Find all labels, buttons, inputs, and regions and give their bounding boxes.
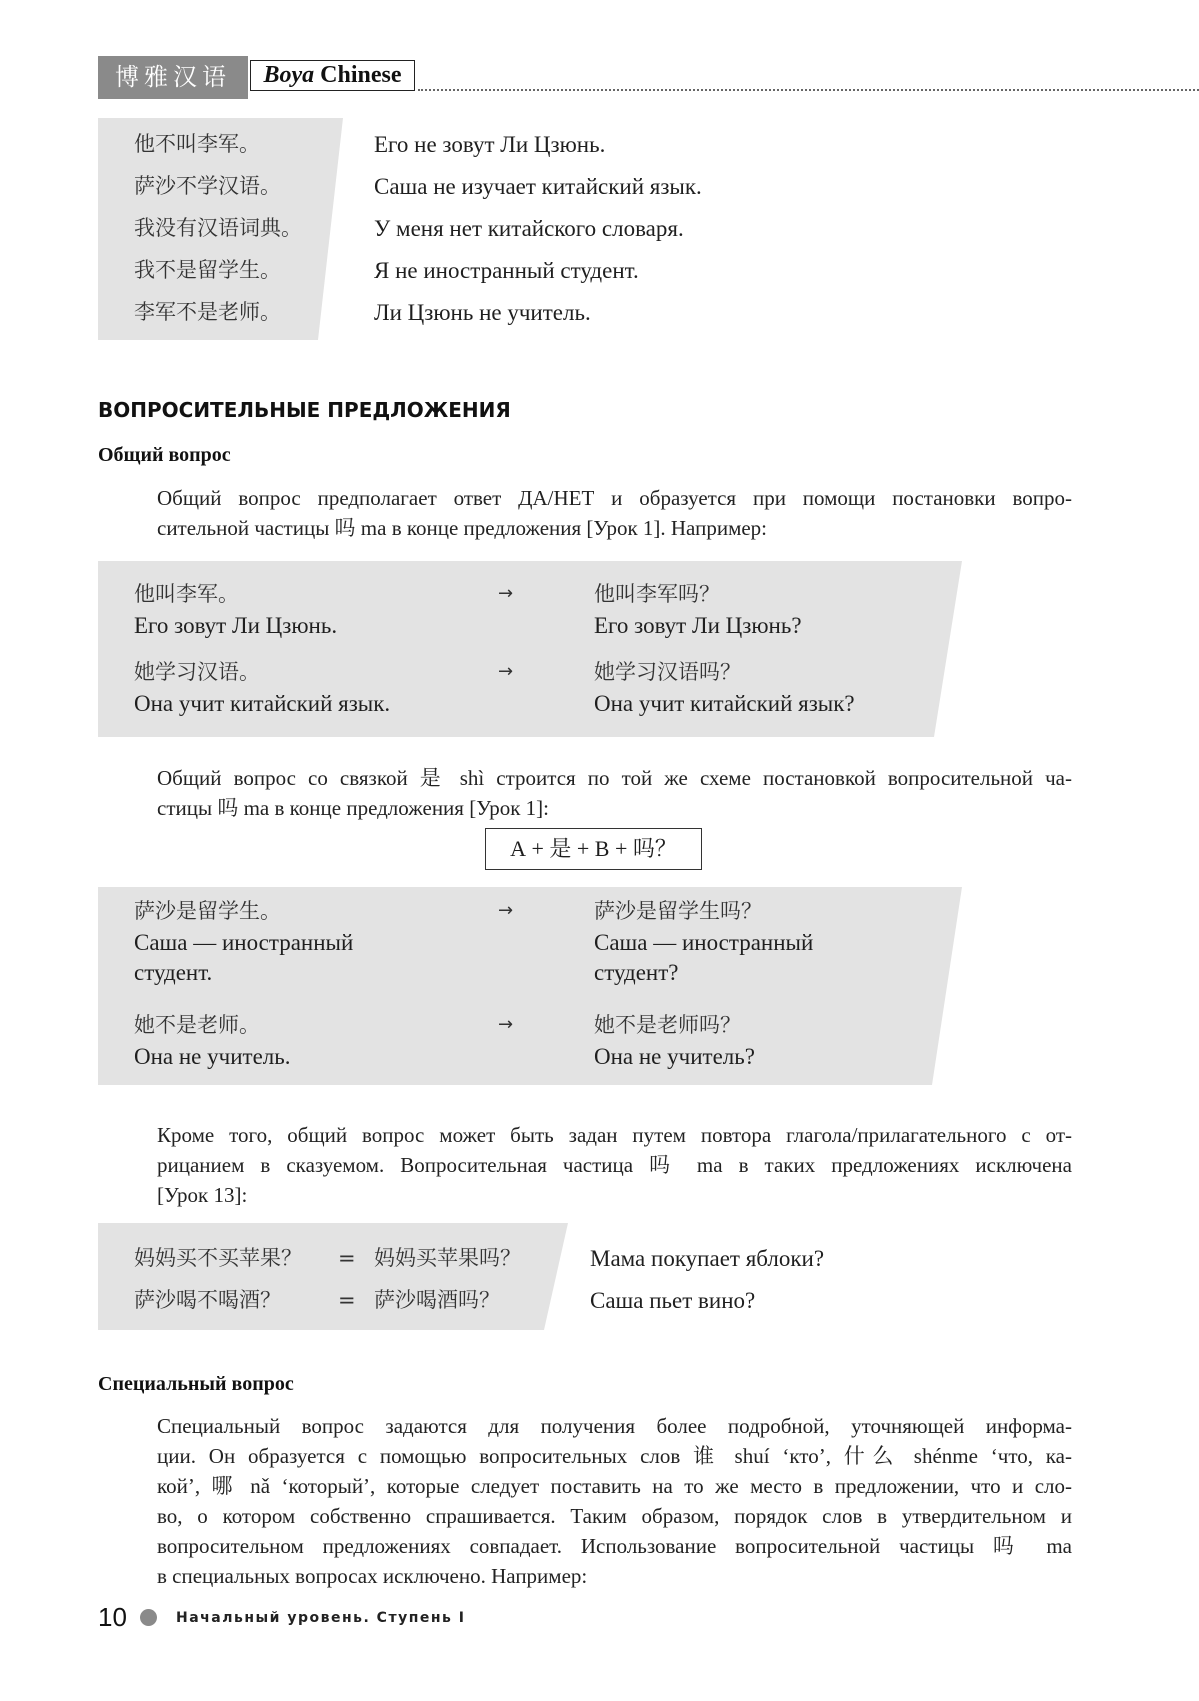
formula-box: А + 是 + В + 吗？ [485,828,702,870]
general-para3-line3: [Урок 13]: [157,1183,248,1207]
box1-row1-ru-b: Его зовут Ли Цзюнь? [594,613,802,638]
box2-row1-zh-b: 萨沙是留学生吗？ [594,899,762,923]
general-para2-line2: стицы 吗 ma в конце предложения [Урок 1]: [157,796,549,820]
box2-row2-zh-b: 她不是老师吗？ [594,1013,741,1037]
page-number: 10 [98,1602,127,1632]
box2-row1-ru-a2: студент. [134,960,213,985]
negation-zh-1: 他不叫李军。 [134,132,260,156]
general-para1-line2: сительной частицы 吗 ma в конце предложения [Урок 1]. Например: [157,516,768,540]
header-title-en-italic: Boya [263,62,315,88]
general-para3-line1: Кроме того, общий вопрос может быть задан путем повтора глагола/прилагательного с от- [157,1123,1072,1147]
special-line-4: во, о котором собственно спрашивается. Таким образом, порядок слов в утвердительном и [157,1504,1072,1528]
box3-row1-zh-a: 妈妈买不买苹果？ [134,1246,302,1270]
special-line-3: кой’, 哪 nǎ ‘который’, которые следует поставить на то же место в предложении, что и сло- [157,1474,1072,1498]
box1-row1-arrow: → [498,583,514,604]
negation-ru-1: Его не зовут Ли Цзюнь. [374,132,606,157]
box2-row1-ru-b2: студент? [594,960,679,985]
general-para3-line2: рицанием в сказуемом. Вопросительная частица 吗 ma в таких предложениях исключена [157,1153,1072,1177]
box3-row1-eq: = [338,1246,356,1270]
negation-ru-3: У меня нет китайского словаря. [374,216,684,241]
negation-zh-2: 萨沙不学汉语。 [134,174,281,198]
box2-row1-arrow: → [498,900,514,921]
negation-zh-5: 李军不是老师。 [134,300,281,324]
box3-row2-ru: Саша пьет вино? [590,1288,756,1313]
box3-row2-zh-b: 萨沙喝酒吗？ [374,1288,500,1312]
footer-bullet [140,1609,157,1626]
box2-row2-ru-a1: Она не учитель. [134,1044,291,1069]
special-question-title: Специальный вопрос [98,1373,294,1395]
box3-row1-ru: Мама покупает яблоки? [590,1246,825,1271]
box1-row2-zh-a: 她学习汉语。 [134,660,260,684]
special-line-5: вопросительном предложениях совпадает. Использование вопросительной частицы 吗 ma [157,1534,1072,1558]
header-title-en [250,60,415,91]
negation-zh-3: 我没有汉语词典。 [134,216,302,240]
box1-row2-arrow: → [498,661,514,682]
box2-row2-arrow: → [498,1014,514,1035]
box2-row2-zh-a: 她不是老师。 [134,1013,260,1037]
box1-row2-ru-a: Она учит китайский язык. [134,691,391,716]
general-question-title: Общий вопрос [98,444,231,466]
box2-row1-zh-a: 萨沙是留学生。 [134,899,281,923]
box1-row2-ru-b: Она учит китайский язык? [594,691,855,716]
section-title: ВОПРОСИТЕЛЬНЫЕ ПРЕДЛОЖЕНИЯ [98,398,511,422]
box1-row1-zh-b: 他叫李军吗？ [594,582,720,606]
special-line-1: Специальный вопрос задаются для получения более подробной, уточняющей информа- [157,1414,1072,1438]
header-title-en-rest: Chinese [320,62,402,88]
general-para2-line1: Общий вопрос со связкой 是 shì строится по той же схеме постановкой вопросительной ча- [157,766,1072,790]
negation-ru-4: Я не иностранный студент. [374,258,639,283]
box2-row1-ru-b1: Саша — иностранный [594,930,814,955]
box2-row2-ru-b1: Она не учитель? [594,1044,755,1069]
box2-row1-ru-a1: Саша — иностранный [134,930,354,955]
general-para1-line1: Общий вопрос предполагает ответ ДА/НЕТ и образуется при помощи постановки вопро- [157,486,1072,510]
footer-level-text: Начальный уровень. Ступень I [176,1610,466,1626]
negation-ru-5: Ли Цзюнь не учитель. [374,300,591,325]
box1-row2-zh-b: 她学习汉语吗？ [594,660,741,684]
negation-zh-4: 我不是留学生。 [134,258,281,282]
negation-ru-2: Саша не изучает китайский язык. [374,174,702,199]
box3-row2-zh-a: 萨沙喝不喝酒？ [134,1288,281,1312]
special-line-2: ции. Он образуется с помощью вопросительных слов 谁 shuí ‘кто’, 什么 shénme ‘что, ка- [157,1444,1072,1468]
header-dotted-rule [418,89,1199,91]
header-title-cn: 博雅汉语 [98,56,248,99]
special-line-6: в специальных вопросах исключено. Например: [157,1564,588,1588]
box1-row1-ru-a: Его зовут Ли Цзюнь. [134,613,338,638]
box1-row1-zh-a: 他叫李军。 [134,582,239,606]
box3-row1-zh-b: 妈妈买苹果吗？ [374,1246,521,1270]
box3-row2-eq: = [338,1288,356,1312]
